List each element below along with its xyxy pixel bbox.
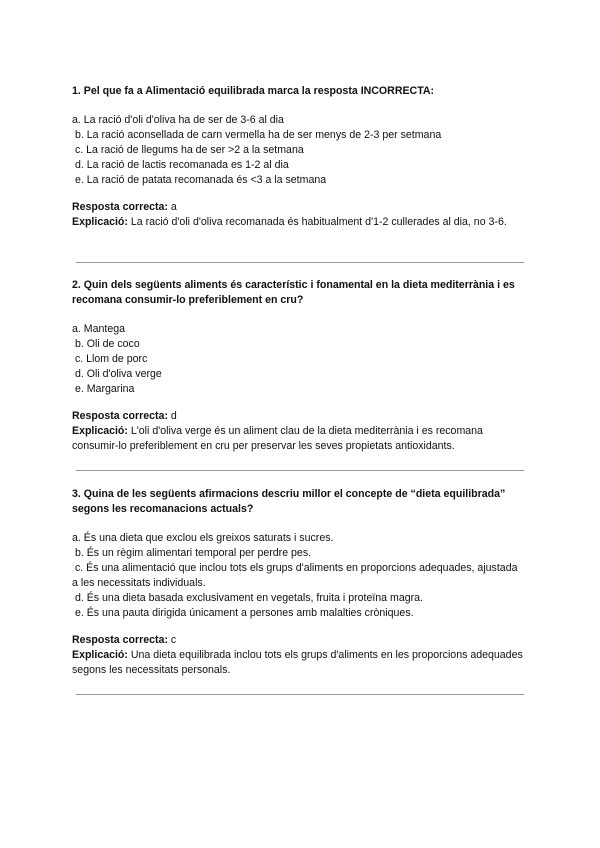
explanation-text: L'oli d'oliva verge és un aliment clau de la dieta mediterrània i es recomana consumir-lo preferiblement en cru per preservar les seves propietats antioxidants. [72,425,483,452]
explanation-text: La ració d'oli d'oliva recomanada és habitualment d'1-2 cullerades al dia, no 3-6. [127,216,507,228]
options-list [72,113,524,188]
question-3 [72,487,524,678]
question-1 [72,84,524,230]
option-d: d. És una dieta basada exclusivament en vegetals, fruita i proteïna magra. [72,592,423,604]
option-b: b. Oli de coco [72,338,140,350]
option-c: c. Llom de porc [72,353,148,365]
answer-label: Resposta correcta: [72,201,168,213]
answer-block [72,409,524,454]
option-e: e. És una pauta dirigida únicament a persones amb malalties cròniques. [72,607,414,619]
divider [76,694,524,695]
option-b: b. La ració aconsellada de carn vermella ha de ser menys de 2-3 per setmana [72,129,442,141]
explanation-text: Una dieta equilibrada inclou tots els grups d'aliments en les proporcions adequades segons les necessitats personals. [72,649,523,676]
answer-value: c [167,634,177,646]
options-list [72,531,524,621]
answer-label: Resposta correcta: [72,634,168,646]
option-e: e. Margarina [72,383,135,395]
option-d: d. La ració de lactis recomanada es 1-2 al dia [72,159,289,171]
answer-value: d [167,410,177,422]
answer-label: Resposta correcta: [72,410,168,422]
answer-block [72,633,524,678]
question-title: 1. Pel que fa a Alimentació equilibrada marca la resposta INCORRECTA: [72,85,435,97]
option-b: b. És un règim alimentari temporal per perdre pes. [72,547,312,559]
option-d: d. Oli d'oliva verge [72,368,162,380]
option-a: a. Mantega [72,323,126,335]
explanation-label: Explicació: [72,425,128,437]
question-title: 3. Quina de les següents afirmacions descriu millor el concepte de “dieta equilibrada” segons les recomanacions actuals? [72,488,506,515]
explanation-label: Explicació: [72,216,128,228]
option-c: c. La ració de llegums ha de ser >2 a la setmana [72,144,304,156]
option-c: c. És una alimentació que inclou tots els grups d'aliments en proporcions adequades, ajustada a les necessitats individuals. [72,562,521,589]
explanation-label: Explicació: [72,649,128,661]
option-a: a. La ració d'oli d'oliva ha de ser de 3-6 al dia [72,114,284,126]
option-a: a. És una dieta que exclou els greixos saturats i sucres. [72,532,334,544]
divider [76,470,524,471]
question-2 [72,278,524,454]
option-e: e. La ració de patata recomanada és <3 a la setmana [72,174,327,186]
answer-value: a [167,201,177,213]
answer-block [72,200,524,230]
question-title: 2. Quin dels següents aliments és característic i fonamental en la dieta mediterrània i es recomana consumir-lo preferiblement en cru? [72,279,515,306]
options-list [72,322,524,397]
divider [76,262,524,263]
